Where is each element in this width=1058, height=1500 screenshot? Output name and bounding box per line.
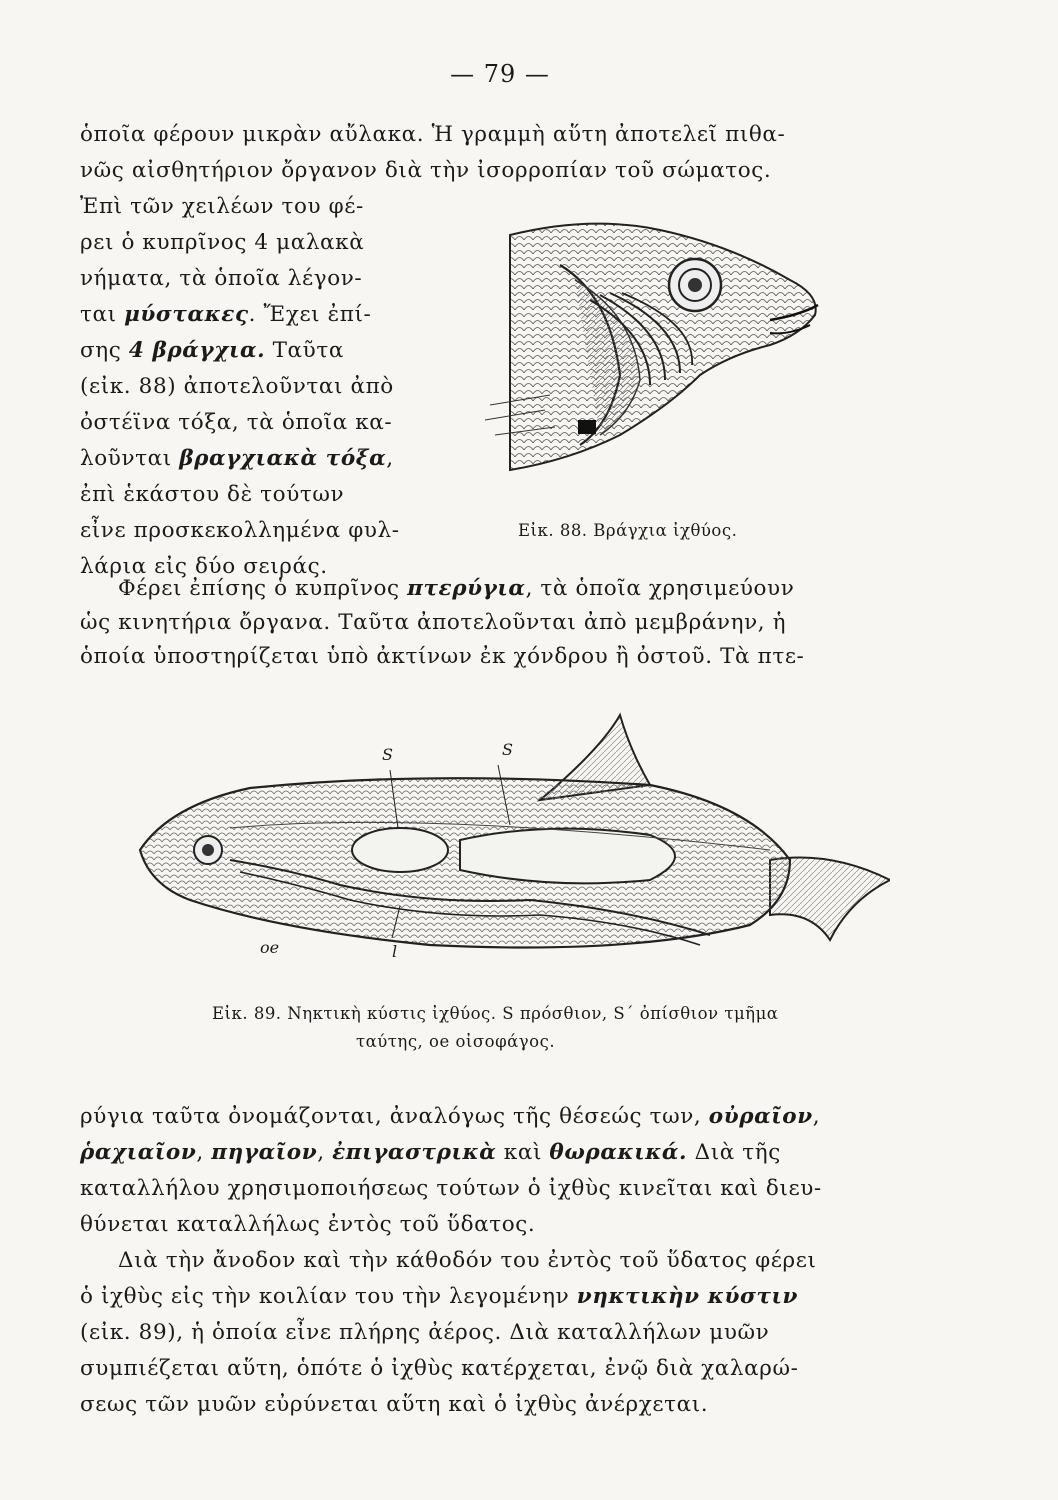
label-oe: oe (260, 938, 280, 957)
text-line: ῥαχιαῖον, πηγαῖον, ἐπιγαστρικὰ καὶ θωρακικά. Διὰ τῆς (80, 1140, 781, 1165)
emphasized-term: πτερύγια (407, 576, 526, 601)
text-line: νῶς αἰσθητήριον ὄργανον διὰ τὴν ἰσορροπίαν τοῦ σώματος. (80, 158, 772, 183)
figure-89-caption-line2: ταύτης, oe οἰσοφάγος. (356, 1032, 556, 1051)
text-line: σης 4 βράγχια. Ταῦτα (80, 338, 344, 363)
page-number: — 79 — (450, 60, 550, 88)
text-line: νήματα, τὰ ὁποῖα λέγον- (80, 266, 363, 291)
figure-88-gills (470, 205, 840, 505)
text-line: (εἰκ. 89), ἡ ὁποία εἶνε πλήρης ἀέρος. Διὰ καταλλήλων μυῶν (80, 1320, 770, 1345)
text-line: ὡς κινητήρια ὄργανα. Ταῦτα ἀποτελοῦνται ἀπὸ μεμβράνην, ἡ (80, 610, 787, 635)
emphasized-term: βραγχιακὰ τόξα (179, 446, 387, 471)
fish-head-illustration (470, 205, 840, 505)
figure-89-swim-bladder (130, 710, 890, 980)
text-line: συμπιέζεται αὕτη, ὁπότε ὁ ἰχθὺς κατέρχεται, ἐνῷ διὰ χαλαρώ- (80, 1356, 799, 1381)
emphasized-term: πηγαῖον (211, 1140, 318, 1165)
figure-89-caption: Εἰκ. 89. Νηκτικὴ κύστις ἰχθύος. S πρόσθιον, S´ ὀπίσθιον τμῆμα (212, 1004, 779, 1023)
text-line: ἐπὶ ἑκάστου δὲ τούτων (80, 482, 345, 507)
emphasized-term: θωρακικά. (549, 1140, 688, 1165)
emphasized-term: ῥαχιαῖον (80, 1140, 197, 1165)
text-line: λάρια εἰς δύο σειράς. (80, 554, 328, 579)
text-line: ρει ὁ κυπρῖνος 4 μαλακὰ (80, 230, 365, 255)
text-line: ὀστέϊνα τόξα, τὰ ὁποῖα κα- (80, 410, 393, 435)
text-line: Φέρει ἐπίσης ὁ κυπρῖνος πτερύγια, τὰ ὁποῖα χρησιμεύουν (118, 576, 795, 601)
text-line: ὁ ἰχθὺς εἰς τὴν κοιλίαν του τὴν λεγομένην νηκτικὴν κύστιν (80, 1284, 799, 1309)
text-line: σεως τῶν μυῶν εὐρύνεται αὕτη καὶ ὁ ἰχθὺς ἀνέρχεται. (80, 1392, 709, 1417)
text-line: ρύγια ταῦτα ὀνομάζονται, ἀναλόγως τῆς θέσεώς των, οὐραῖον, (80, 1104, 821, 1129)
label-l: l (392, 942, 398, 961)
text-line: θύνεται καταλλήλως ἐντὸς τοῦ ὕδατος. (80, 1212, 536, 1237)
text-line: ὁποῖα φέρουν μικρὰν αὔλακα. Ἡ γραμμὴ αὕτη ἀποτελεῖ πιθα- (80, 122, 786, 147)
text-line: ὁποία ὑποστηρίζεται ὑπὸ ἀκτίνων ἐκ χόνδρου ἢ ὀστοῦ. Τὰ πτε- (80, 644, 805, 669)
text-line: λοῦνται βραγχιακὰ τόξα, (80, 446, 394, 471)
emphasized-term: νηκτικὴν κύστιν (576, 1284, 799, 1309)
emphasized-term: ἐπιγαστρικὰ (332, 1140, 497, 1165)
text-line: καταλλήλου χρησιμοποιήσεως τούτων ὁ ἰχθὺς κινεῖται καὶ διευ- (80, 1176, 822, 1201)
text-line: Διὰ τὴν ἄνοδον καὶ τὴν κάθοδόν του ἐντὸς τοῦ ὕδατος φέρει (118, 1248, 817, 1273)
emphasized-term: 4 βράγχια. (128, 338, 266, 363)
emphasized-term: μύστακες (124, 302, 249, 327)
label-s-posterior: S (502, 740, 513, 759)
figure-88-caption: Εἰκ. 88. Βράγχια ἰχθύος. (518, 521, 738, 540)
label-s-anterior: S (382, 745, 393, 764)
text-line: εἶνε προσκεκολλημένα φυλ- (80, 518, 400, 543)
text-line: (εἰκ. 88) ἀποτελοῦνται ἀπὸ (80, 374, 394, 399)
emphasized-term: οὐραῖον (708, 1104, 813, 1129)
text-line: ται μύστακες. Ἔχει ἐπί- (80, 302, 372, 327)
text-line: Ἐπὶ τῶν χειλέων του φέ- (80, 194, 364, 219)
